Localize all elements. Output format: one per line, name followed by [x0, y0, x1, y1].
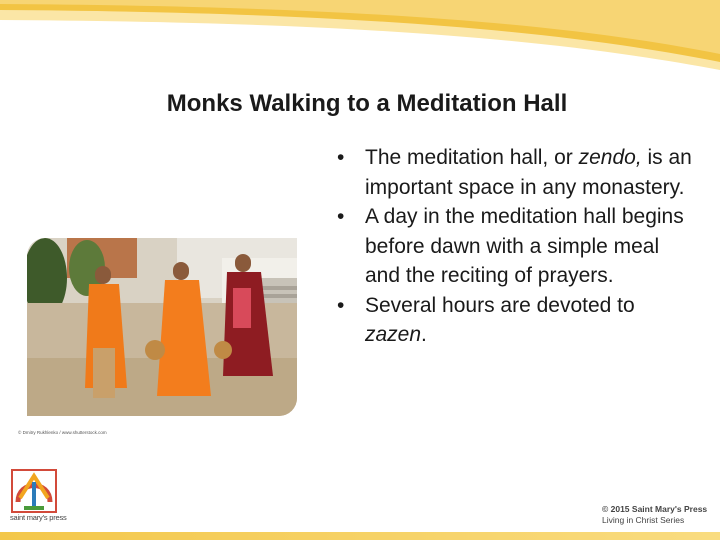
- copyright-notice: [602, 504, 707, 526]
- bullet-list: [337, 143, 697, 350]
- monks-photo: [27, 238, 297, 416]
- slide-title: Monks Walking to a Meditation Hall: [166, 90, 568, 117]
- copyright-line: © 2015 Saint Mary's Press: [602, 504, 708, 514]
- logo-text: saint mary's press: [10, 513, 67, 522]
- photo-credit: © Dmitry Rukhlenko / www.shutterstock.com: [18, 430, 107, 435]
- series-line: Living in Christ Series: [602, 515, 685, 525]
- bullet-item: • The meditation hall, or zendo, is an important space in any monastery.: [337, 143, 697, 202]
- bullet-item: • A day in the meditation hall begins before dawn with a simple meal and the reciting of prayers.: [337, 202, 697, 291]
- bullet-item: • Several hours are devoted to zazen.: [337, 291, 697, 350]
- header-swoosh: [0, 0, 720, 80]
- footer-band: [0, 532, 720, 540]
